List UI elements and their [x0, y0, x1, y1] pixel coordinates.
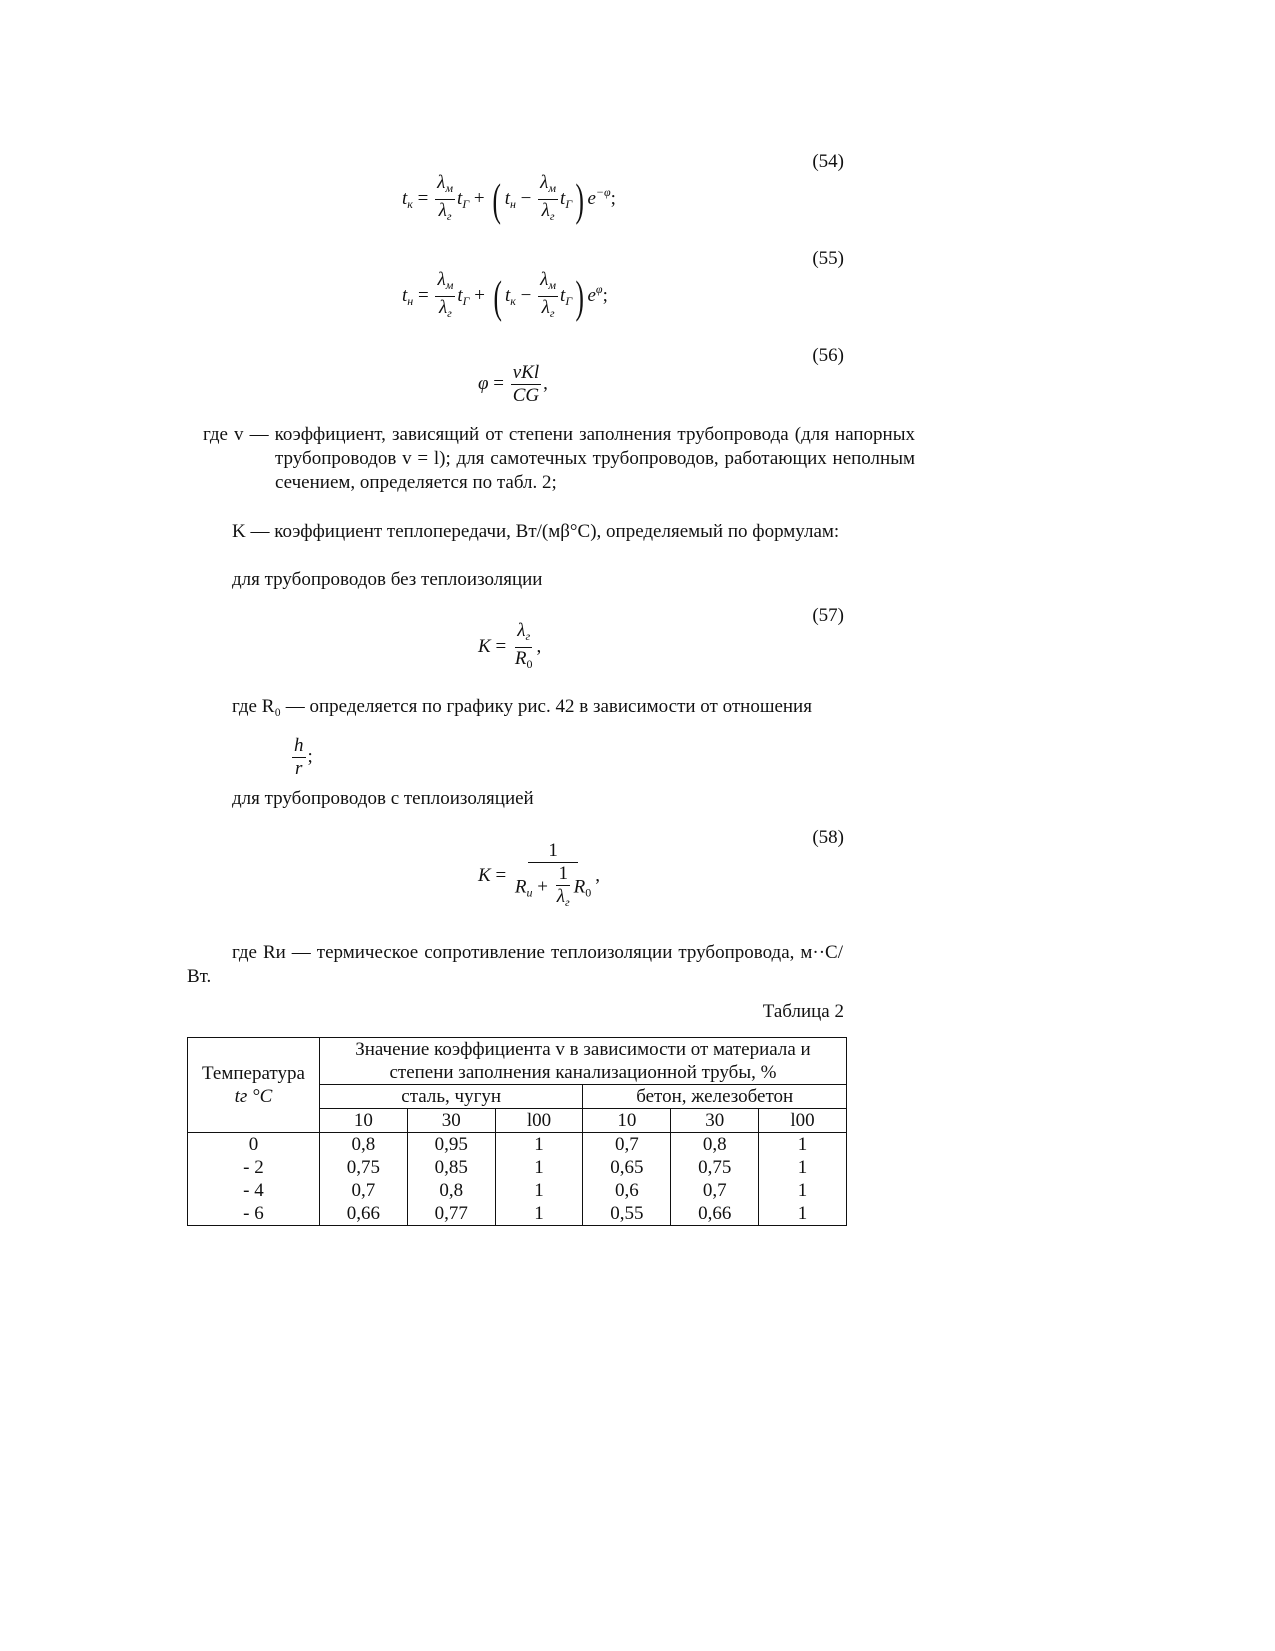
table-caption: Таблица 2	[762, 1001, 844, 1022]
fraction-h-over-r: $\frac{h}{r}$ ;	[294, 735, 313, 779]
column-concrete-30	[671, 1133, 759, 1226]
paragraph-where-v: где v — коэффициент, зависящий от степени заполнения трубопровода (для напорных трубопроводов v = l); для самотечных трубопроводов, работающих неполным сечением, определяется по табл. 2;	[203, 424, 915, 493]
table-cell: 0,8	[702, 1134, 727, 1155]
table-cell: 0,8	[351, 1134, 376, 1155]
table-cell: 0,7	[702, 1180, 727, 1201]
column-steel-10	[319, 1133, 407, 1226]
equation-number-54: (54)	[812, 151, 844, 172]
equation-57: K = $\frac{\lambda_г}{R_0}$ ,	[478, 620, 542, 671]
table-cell: 0,77	[434, 1203, 468, 1224]
subheader-cell: 30	[407, 1109, 495, 1133]
subheader-cell: l00	[495, 1109, 583, 1133]
subheader-cell: 30	[671, 1109, 759, 1133]
equation-58: K = 1 $R_и$ + $\frac{1}{\lambda_г}$ $R_0$ ,	[478, 840, 601, 909]
table-cell: 0	[248, 1134, 259, 1155]
table-body	[188, 1133, 847, 1226]
paragraph-where-ri: где Rи — термическое сопротивление теплоизоляции трубопровода, м··C/Вт.	[187, 942, 843, 987]
paragraph-k-definition: K — коэффициент теплопередачи, Вт/(мβ°C), определяемый по формулам:	[232, 521, 840, 542]
table-cell: 0,6	[614, 1180, 639, 1201]
table-cell: 1	[534, 1203, 544, 1224]
column-concrete-100	[759, 1133, 847, 1226]
column-steel-30	[407, 1133, 495, 1226]
table-cell: - 2	[243, 1157, 264, 1178]
text-with-insulation: для трубопроводов с теплоизоляцией	[232, 788, 534, 809]
column-concrete-10	[583, 1133, 671, 1226]
text-no-insulation: для трубопроводов без теплоизоляции	[232, 569, 543, 590]
table-cell: - 6	[243, 1203, 264, 1224]
equation-number-56: (56)	[812, 345, 844, 366]
table-cell: - 4	[243, 1180, 264, 1201]
table-cell: 0,8	[439, 1180, 464, 1201]
equation-number-58: (58)	[812, 827, 844, 848]
header-group-concrete: бетон, железобетон	[583, 1085, 847, 1109]
subheader-cell: l00	[759, 1109, 847, 1133]
table-cell: 1	[534, 1134, 544, 1155]
subheader-cell: 10	[319, 1109, 407, 1133]
paragraph-where-r0: где R₀ — определяется по графику рис. 42 в зависимости от отношения	[232, 696, 812, 717]
table-cell: 0,7	[614, 1134, 639, 1155]
equation-number-57: (57)	[812, 605, 844, 626]
table-cell: 1	[797, 1180, 808, 1201]
table-cell: 0,55	[610, 1203, 644, 1224]
header-main: Значение коэффициента v в зависимости от материала и степени заполнения канализационной трубы, %	[319, 1038, 846, 1085]
table-cell: 0,75	[346, 1157, 380, 1178]
table-cell: 1	[534, 1157, 544, 1178]
column-temperature	[188, 1133, 320, 1226]
table-cell: 0,95	[434, 1134, 468, 1155]
table-cell: 1	[797, 1203, 808, 1224]
header-group-steel: сталь, чугун	[319, 1085, 583, 1109]
table-cell: 1	[534, 1180, 544, 1201]
equation-55: $t_н$ = $\frac{\lambda_м}{\lambda_г}$ $t_Г$ + ( $t_к$ − $\frac{\lambda_м}{\lambda_г}$ $t_Г$) $e^\varphi$;	[402, 269, 608, 322]
table-cell: 0,85	[434, 1157, 468, 1178]
table-cell: 1	[797, 1134, 808, 1155]
equation-number-55: (55)	[812, 248, 844, 269]
header-temperature: Температура tг °C	[188, 1038, 320, 1133]
table-cell: 0,66	[698, 1203, 732, 1224]
column-steel-100	[495, 1133, 583, 1226]
table-cell: 0,66	[346, 1203, 380, 1224]
table-cell: 1	[797, 1157, 808, 1178]
equation-56: φ = $\frac{\text{vKl}}{CG}$ ,	[478, 362, 548, 406]
table-cell: 0,65	[610, 1157, 644, 1178]
equation-54: $t_к$ = $\frac{\lambda_м}{\lambda_г}$ $t_Г$ + ( $t_н$ − $\frac{\lambda_м}{\lambda_г}$ $t_Г$) $e^{-\varphi}$;	[402, 172, 616, 225]
subheader-cell: 10	[583, 1109, 671, 1133]
table-cell: 0,75	[698, 1157, 732, 1178]
coefficient-table	[187, 1037, 847, 1226]
table-cell: 0,7	[351, 1180, 376, 1201]
